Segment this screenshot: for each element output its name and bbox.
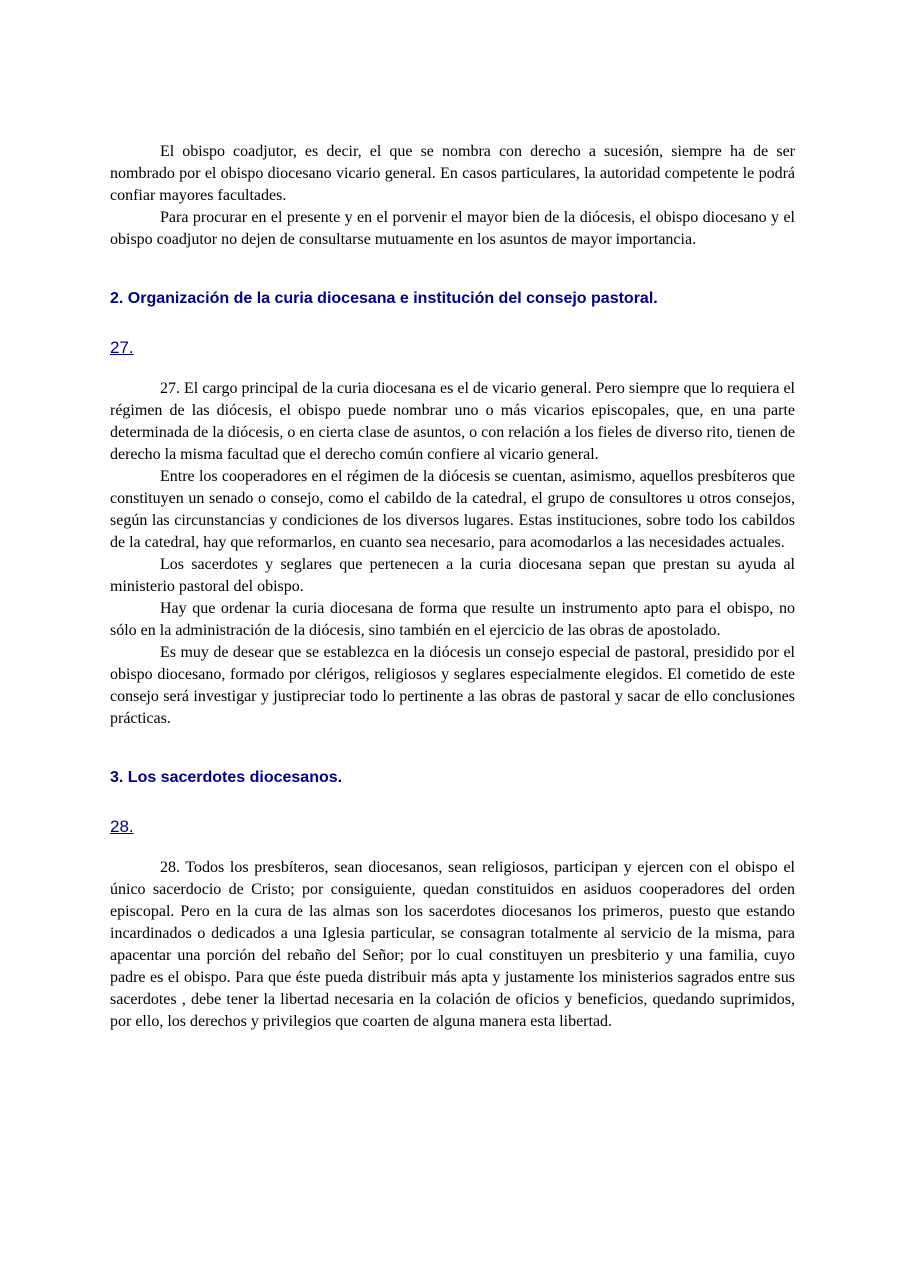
anchor-link-28[interactable]: 28. xyxy=(110,817,134,836)
section-heading-sacerdotes-diocesanos: 3. Los sacerdotes diocesanos. xyxy=(110,769,343,786)
anchor-link-27[interactable]: 27. xyxy=(110,338,134,357)
intro-paragraph-coadjutor: El obispo coadjutor, es decir, el que se nombra con derecho a sucesión, siempre ha de ser nombrado por el obispo diocesano vicario general. En casos particulares, la autoridad competente le podrá confiar mayores facultades. xyxy=(110,143,795,204)
paragraph-cooperadores: Entre los cooperadores en el régimen de la diócesis se cuentan, asimismo, aquellos presbíteros que constituyen un senado o consejo, como el cabildo de la catedral, el grupo de consultores u otros consejos, según las circunstancias y condiciones de los diversos lugares. Estas instituciones, sobre todo los cabildos de la catedral, hay que reformarlos, en cuanto sea necesario, para acomodarlos a las necesidades actuales. xyxy=(110,468,795,551)
paragraph-ordenar-curia: Hay que ordenar la curia diocesana de forma que resulte un instrumento apto para el obispo, no sólo en la administración de la diócesis, sino también en el ejercicio de las obras de apostolado. xyxy=(110,600,795,639)
paragraph-consejo-pastoral: Es muy de desear que se establezca en la diócesis un consejo especial de pastoral, presidido por el obispo diocesano, formado por clérigos, religiosos y seglares especialmente elegidos. El cometido de este consejo será investigar y justipreciar todo lo pertinente a las obras de pastoral y sacar de ello conclusiones prácticas. xyxy=(110,644,795,727)
intro-paragraph-procurar: Para procurar en el presente y en el porvenir el mayor bien de la diócesis, el obispo diocesano y el obispo coadjutor no dejen de consultarse mutuamente en los asuntos de mayor importancia. xyxy=(110,209,795,248)
anchor-line-27 xyxy=(110,338,795,358)
paragraph-28-presbiteros: 28. Todos los presbíteros, sean diocesanos, sean religiosos, participan y ejercen con el obispo el único sacerdocio de Cristo; por consiguiente, quedan constituidos en asiduos cooperadores del orden episcopal. Pero en la cura de las almas son los sacerdotes diocesanos los primeros, puesto que estando incardinados o dedicados a una Iglesia particular, se consagran totalmente al servicio de la misma, para apacentar una porción del rebaño del Señor; por lo cual constituyen un presbiterio y una familia, cuyo padre es el obispo. Para que éste pueda distribuir más apta y justamente los ministerios sagrados entre sus sacerdotes , debe tener la libertad necesaria en la colación de oficios y beneficios, quedando suprimidos, por ello, los derechos y privilegios que coarten de alguna manera esta libertad. xyxy=(110,859,795,1030)
paragraph-27-vicario-general: 27. El cargo principal de la curia diocesana es el de vicario general. Pero siempre que lo requiera el régimen de las diócesis, el obispo puede nombrar uno o más vicarios episcopales, que, en una parte determinada de la diócesis, o en cierta clase de asuntos, o con relación a los fieles de diverso rito, tienen de derecho la misma facultad que el derecho común confiere al vicario general. xyxy=(110,380,795,463)
section-heading-curia-diocesana: 2. Organización de la curia diocesana e institución del consejo pastoral. xyxy=(110,290,658,307)
paragraph-sacerdotes-seglares: Los sacerdotes y seglares que pertenecen a la curia diocesana sepan que prestan su ayuda al ministerio pastoral del obispo. xyxy=(110,556,795,595)
anchor-line-28 xyxy=(110,817,795,837)
